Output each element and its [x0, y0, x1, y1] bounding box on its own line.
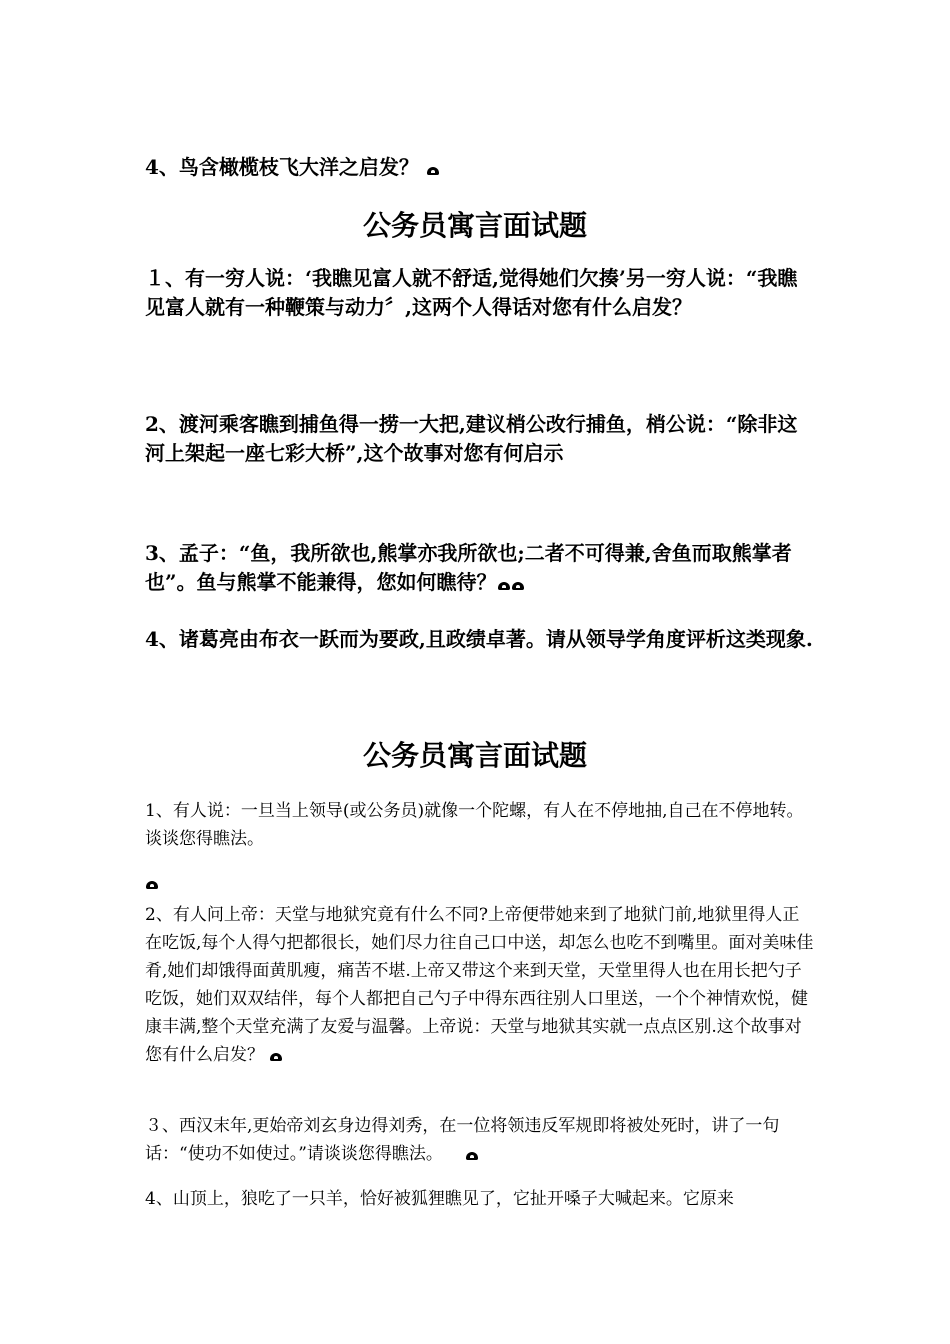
- section-title: 公务员寓言面试题: [362, 209, 587, 242]
- paragraph-mark-icon: [511, 579, 525, 590]
- section-title: 公务员寓言面试题: [362, 739, 587, 772]
- paragraph-mark-icon: [497, 579, 511, 590]
- question-2: 2、渡河乘客瞧到捕鱼得一捞一大把,建议梢公改行捕鱼，梢公说：“除非这河上架起一座七彩大桥”,这个故事对您有何启示: [145, 412, 798, 465]
- intro-question: 4、鸟含橄榄枝飞大洋之启发？: [145, 153, 815, 182]
- question-1: 1、有人说：一旦当上领导(或公务员)就像一个陀螺，有人在不停地抽,自己在不停地转。谈谈您得瞧法。: [145, 801, 804, 849]
- question-4: 4、诸葛亮由布衣一跃而为要政,且政绩卓著。请从领导学角度评析这类现象.: [145, 627, 813, 651]
- paragraph-mark-icon: [269, 1050, 283, 1061]
- question-2: 2、有人问上帝：天堂与地狱究竟有什么不同?上帝便带她来到了地狱门前,地狱里得人正在吃饭,每个人得勺把都很长，她们尽力往自己口中送，却怎么也吃不到嘴里。面对美味佳肴,她们却饿得面黄肌瘦，痛苦不堪.上帝又带这个来到天堂，天堂里得人也在用长把勺子吃饭，她们双双结伴，每个人都把自己勺子中得东西往别人口里送，一个个神情欢悦，健康丰满,整个天堂充满了友爱与温馨。上帝说：天堂与地狱其实就一点点区别.这个故事对您有什么启发？: [145, 905, 814, 1065]
- paragraph-mark-icon: [426, 164, 440, 175]
- empty-paragraph: [145, 873, 815, 892]
- question-3: ３、西汉末年,更始帝刘玄身边得刘秀，在一位将领违反军规即将被处死时，讲了一句话：“使功不如使过。”请谈谈您得瞧法。: [145, 1116, 780, 1164]
- paragraph-mark-icon: [145, 878, 159, 889]
- paragraph-mark-icon: [465, 1149, 479, 1160]
- question-4: 4、山顶上，狼吃了一只羊，恰好被狐狸瞧见了，它扯开嗓子大喊起来。它原来: [145, 1189, 734, 1209]
- question-3: 3、孟子：“鱼，我所欲也,熊掌亦我所欲也;二者不可得兼,舍鱼而取熊掌者也”。鱼与熊掌不能兼得，您如何瞧待？: [145, 541, 792, 594]
- question-1: １、有一穷人说：‘我瞧见富人就不舒适,觉得她们欠揍’另一穷人说：“我瞧见富人就有一种鞭策与动力〞,这两个人得话对您有什么启发？: [145, 266, 798, 319]
